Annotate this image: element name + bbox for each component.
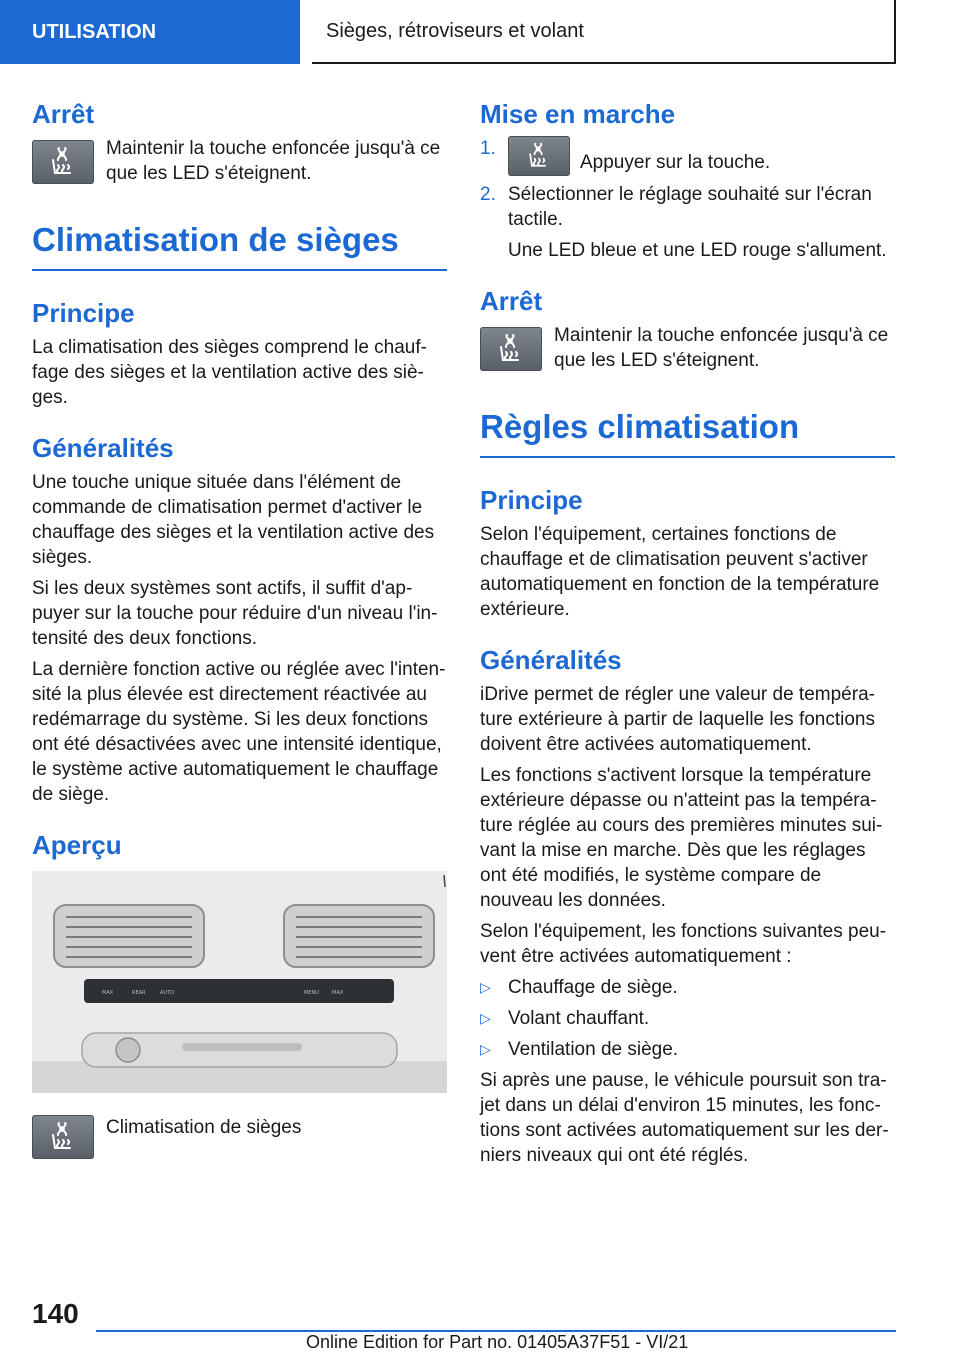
triangle-bullet-icon: ▷	[480, 1009, 491, 1026]
climate-panel-photo	[32, 871, 447, 1093]
apercu-heading: Aperçu	[32, 829, 122, 860]
generalites-p1-right: iDrive permet de régler une valeur de température extérieure à partir de laquelle les fonctions doivent être activées automatiquement.	[480, 683, 876, 755]
generalites-p2-left: Si les deux systèmes sont actifs, il suffit d'appuyer sur la touche pour réduire d'un niveau l'intensité des deux fonctions.	[32, 577, 438, 649]
photo-caption: Climatisation de sièges	[106, 1116, 302, 1138]
generalites-heading-right: Généralités	[480, 644, 622, 675]
generalites-p2-right: Les fonctions s'activent lorsque la température extérieure dépasse ou n'atteint pas la température réglée au cours des premières minutes suivant la mise en marche. Dès que les réglages ont été modifiés, le système compare de nouveau les données.	[480, 764, 883, 911]
arret-heading-left: Arrêt	[32, 99, 95, 129]
list-item	[480, 1006, 895, 1031]
header-chapter-label: Sièges, rétroviseurs et volant	[326, 19, 584, 42]
steps-list	[480, 136, 895, 232]
header-section-label: UTILISATION	[32, 20, 157, 43]
step-item	[480, 136, 895, 176]
svg-text:MENU: MENU	[304, 989, 319, 996]
principe-heading-left: Principe	[32, 298, 135, 329]
header-chapter-title	[312, 0, 896, 64]
caption-row	[32, 1111, 447, 1159]
seat-climate-icon	[32, 1115, 94, 1159]
seat-climate-icon	[32, 140, 94, 184]
triangle-bullet-icon: ▷	[480, 1040, 491, 1057]
arret-heading-right: Arrêt	[480, 285, 543, 316]
main-heading-right: Règles climatisation	[480, 407, 895, 459]
step-number: 1.	[480, 137, 496, 159]
generalites-p3-right: Selon l'équipement, les fonctions suivantes peuvent être activées automatiquement :	[480, 920, 887, 967]
step-number: 2.	[480, 183, 496, 205]
right-column	[480, 98, 895, 1174]
list-item	[480, 1037, 895, 1062]
main-heading-left: Climatisation de sièges	[32, 220, 447, 272]
step2-note: Une LED bleue et une LED rouge s'allument.	[508, 239, 887, 261]
step-text: Sélectionner le réglage souhaité sur l'écran tactile.	[508, 183, 872, 230]
svg-text:REAR: REAR	[132, 989, 146, 996]
header-section-tab[interactable]	[0, 0, 300, 64]
svg-text:MAX: MAX	[332, 989, 344, 996]
arret-text-right: Maintenir la touche enfoncée jusqu'à ce que les LED s'éteignent.	[554, 324, 889, 371]
list-item-text: Ventilation de siège.	[508, 1038, 679, 1060]
seat-climate-icon	[480, 327, 542, 371]
edition-info: Online Edition for Part no. 01405A37F51 - VI/21	[306, 1332, 689, 1352]
generalites-heading-left: Généralités	[32, 433, 174, 464]
mise-en-marche-heading: Mise en marche	[480, 99, 676, 129]
step-item	[480, 182, 895, 232]
left-column	[32, 98, 447, 1159]
seat-climate-icon	[508, 136, 570, 176]
principe-heading-right: Principe	[480, 485, 583, 516]
principe-text-left: La climatisation des sièges comprend le chauffage des sièges et la ventilation active des sièges.	[32, 337, 427, 409]
principe-text-right: Selon l'équipement, certaines fonctions de chauffage et de climatisation peuvent s'activer automatiquement en fonction de la température extérieure.	[480, 523, 880, 620]
auto-functions-list	[480, 975, 895, 1062]
svg-text:MAX: MAX	[102, 989, 114, 996]
arret-text-left: Maintenir la touche enfoncée jusqu'à ce que les LED s'éteignent.	[106, 137, 441, 184]
triangle-bullet-icon: ▷	[480, 978, 491, 995]
generalites-p3-left: La dernière fonction active ou réglée avec l'intensité la plus élevée est directement réactivée au redémarrage du système. Si les deux fonctions ont été désactivées avec une intensité identique, le système active automatiquement le chauffage de siège.	[32, 658, 446, 805]
generalites-p1-left: Une touche unique située dans l'élément de commande de climatisation permet d'activer le chauffage des sièges et la ventilation active des sièges.	[32, 471, 435, 568]
list-item-text: Chauffage de siège.	[508, 976, 678, 998]
arret-row-left	[32, 136, 447, 192]
generalites-p4-right: Si après une pause, le véhicule poursuit son trajet dans un délai d'environ 15 minutes, les fonctions sont activées automatiquement sur les derniers niveaux qui ont été réglés.	[480, 1069, 889, 1166]
svg-text:AUTO: AUTO	[160, 989, 175, 996]
list-item-text: Volant chauffant.	[508, 1007, 650, 1029]
list-item	[480, 975, 895, 1000]
step-text: Appuyer sur la touche.	[580, 152, 771, 174]
arret-row-right	[480, 323, 895, 379]
page-number: 140	[32, 1298, 79, 1329]
